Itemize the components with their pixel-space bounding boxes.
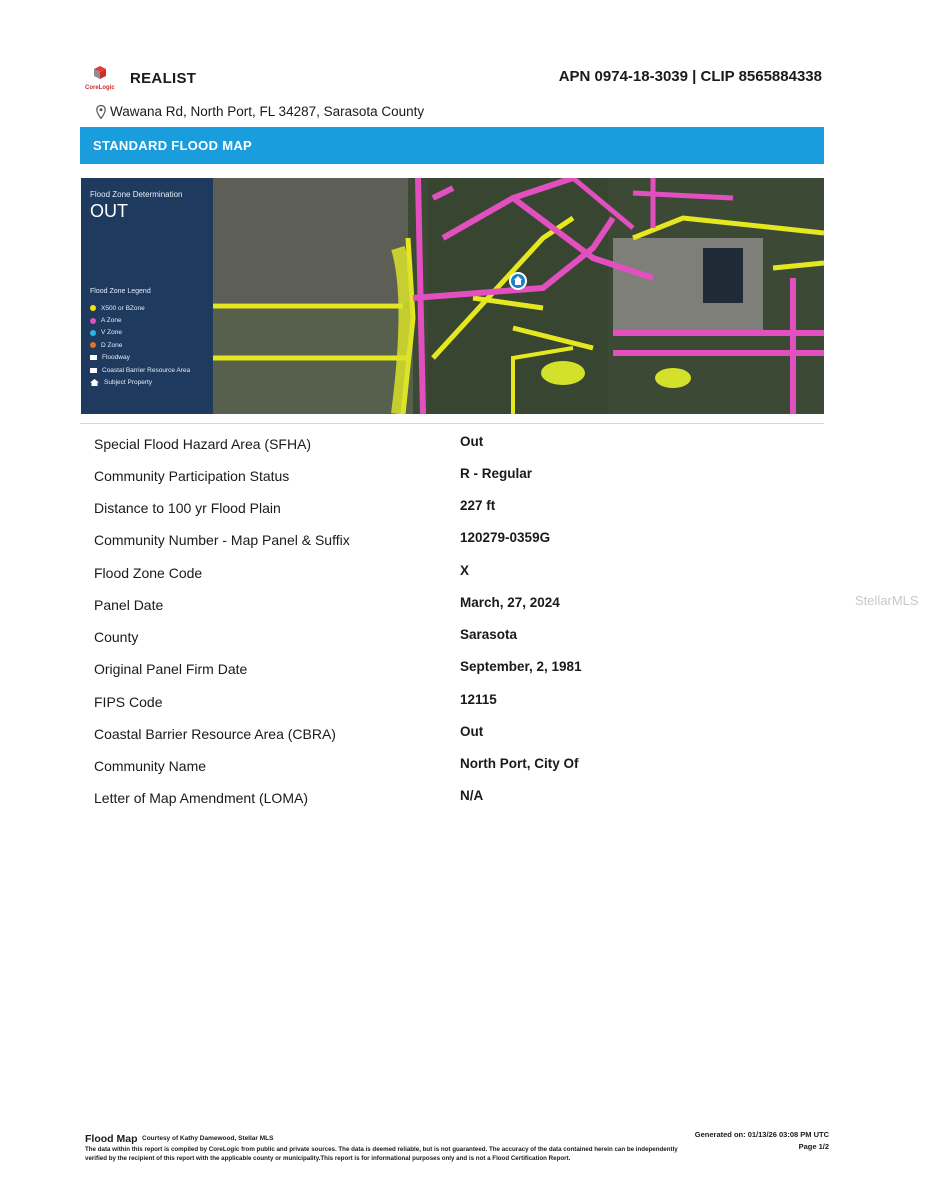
cbra-icon	[90, 368, 97, 373]
detail-row	[94, 500, 814, 520]
blue-dot-icon	[90, 330, 96, 336]
detail-row	[94, 532, 814, 552]
legend-item: A Zone	[90, 314, 190, 326]
detail-label: FIPS Code	[94, 694, 163, 710]
detail-label: Community Number - Map Panel & Suffix	[94, 532, 350, 548]
footer-disclaimer: The data within this report is compiled by CoreLogic from public and private sources. The data is deemed reliable, but is not guaranteed. The accuracy of the data contained herein can be independently verified by the recipient of this report with the applicable county or municipality.This report is for informational purposes only and is not a Flood Certification Report.	[85, 1146, 678, 1162]
detail-label: Original Panel Firm Date	[94, 661, 248, 677]
floodway-icon	[90, 355, 97, 360]
satellite-map	[213, 178, 824, 414]
detail-value: Sarasota	[460, 627, 518, 642]
corelogic-logo	[84, 64, 124, 94]
legend-item: X500 or BZone	[90, 302, 190, 314]
detail-value: North Port, City Of	[460, 756, 579, 771]
determination-label: Flood Zone Determination	[90, 190, 183, 199]
detail-value: R - Regular	[460, 466, 533, 481]
property-address	[96, 104, 424, 119]
yellow-dot-icon	[90, 305, 96, 311]
banner-title: STANDARD FLOOD MAP	[93, 138, 252, 153]
footer-courtesy: Courtesy of Kathy Damewood, Stellar MLS	[142, 1135, 274, 1142]
detail-label: Coastal Barrier Resource Area (CBRA)	[94, 726, 336, 742]
location-pin-icon	[96, 105, 106, 119]
flood-zone-panel	[81, 178, 213, 414]
detail-value: X	[460, 563, 470, 578]
section-banner	[80, 127, 824, 164]
detail-label: County	[94, 629, 139, 645]
detail-label: Distance to 100 yr Flood Plain	[94, 500, 281, 516]
orange-dot-icon	[90, 342, 96, 348]
legend-item: V Zone	[90, 327, 190, 339]
svg-text:CoreLogic: CoreLogic	[85, 85, 115, 91]
detail-row	[94, 694, 814, 714]
detail-row	[94, 726, 814, 746]
flood-zone-legend	[90, 302, 190, 389]
pink-dot-icon	[90, 318, 96, 324]
apn-clip: APN 0974-18-3039 | CLIP 8565884338	[558, 68, 822, 85]
detail-row	[94, 565, 814, 585]
legend-item: Subject Property	[90, 376, 190, 388]
legend-item: Floodway	[90, 352, 190, 364]
determination-value: OUT	[90, 201, 128, 221]
address-text: Wawana Rd, North Port, FL 34287, Sarasota County	[110, 104, 425, 119]
flood-map	[81, 178, 824, 414]
legend-title: Flood Zone Legend	[90, 288, 151, 295]
detail-value: N/A	[460, 788, 484, 803]
detail-label: Panel Date	[94, 597, 164, 613]
brand-title: REALIST	[130, 70, 197, 87]
detail-row	[94, 436, 814, 456]
legend-item: D Zone	[90, 339, 190, 351]
detail-value: 227 ft	[460, 498, 496, 513]
detail-value: Out	[460, 724, 484, 739]
detail-label: Flood Zone Code	[94, 565, 203, 581]
detail-row	[94, 597, 814, 617]
detail-row	[94, 790, 814, 810]
watermark: StellarMLS	[855, 593, 919, 608]
detail-value: March, 27, 2024	[460, 595, 560, 610]
divider	[80, 423, 824, 424]
detail-row	[94, 468, 814, 488]
detail-label: Community Participation Status	[94, 468, 290, 484]
detail-value: Out	[460, 434, 484, 449]
footer-title: Flood Map	[85, 1133, 138, 1145]
detail-label: Letter of Map Amendment (LOMA)	[94, 790, 308, 806]
detail-row	[94, 661, 814, 681]
detail-label: Community Name	[94, 758, 207, 774]
generated-timestamp: Generated on: 01/13/26 03:08 PM UTC	[694, 1130, 829, 1139]
detail-value: 12115	[460, 692, 497, 707]
detail-row	[94, 758, 814, 778]
page-number: Page 1/2	[798, 1142, 829, 1151]
detail-value: 120279-0359G	[460, 530, 551, 545]
detail-value: September, 2, 1981	[460, 659, 582, 674]
house-icon	[90, 379, 99, 386]
legend-item: Coastal Barrier Resource Area	[90, 364, 190, 376]
detail-row	[94, 629, 814, 649]
detail-label: Special Flood Hazard Area (SFHA)	[94, 436, 312, 452]
